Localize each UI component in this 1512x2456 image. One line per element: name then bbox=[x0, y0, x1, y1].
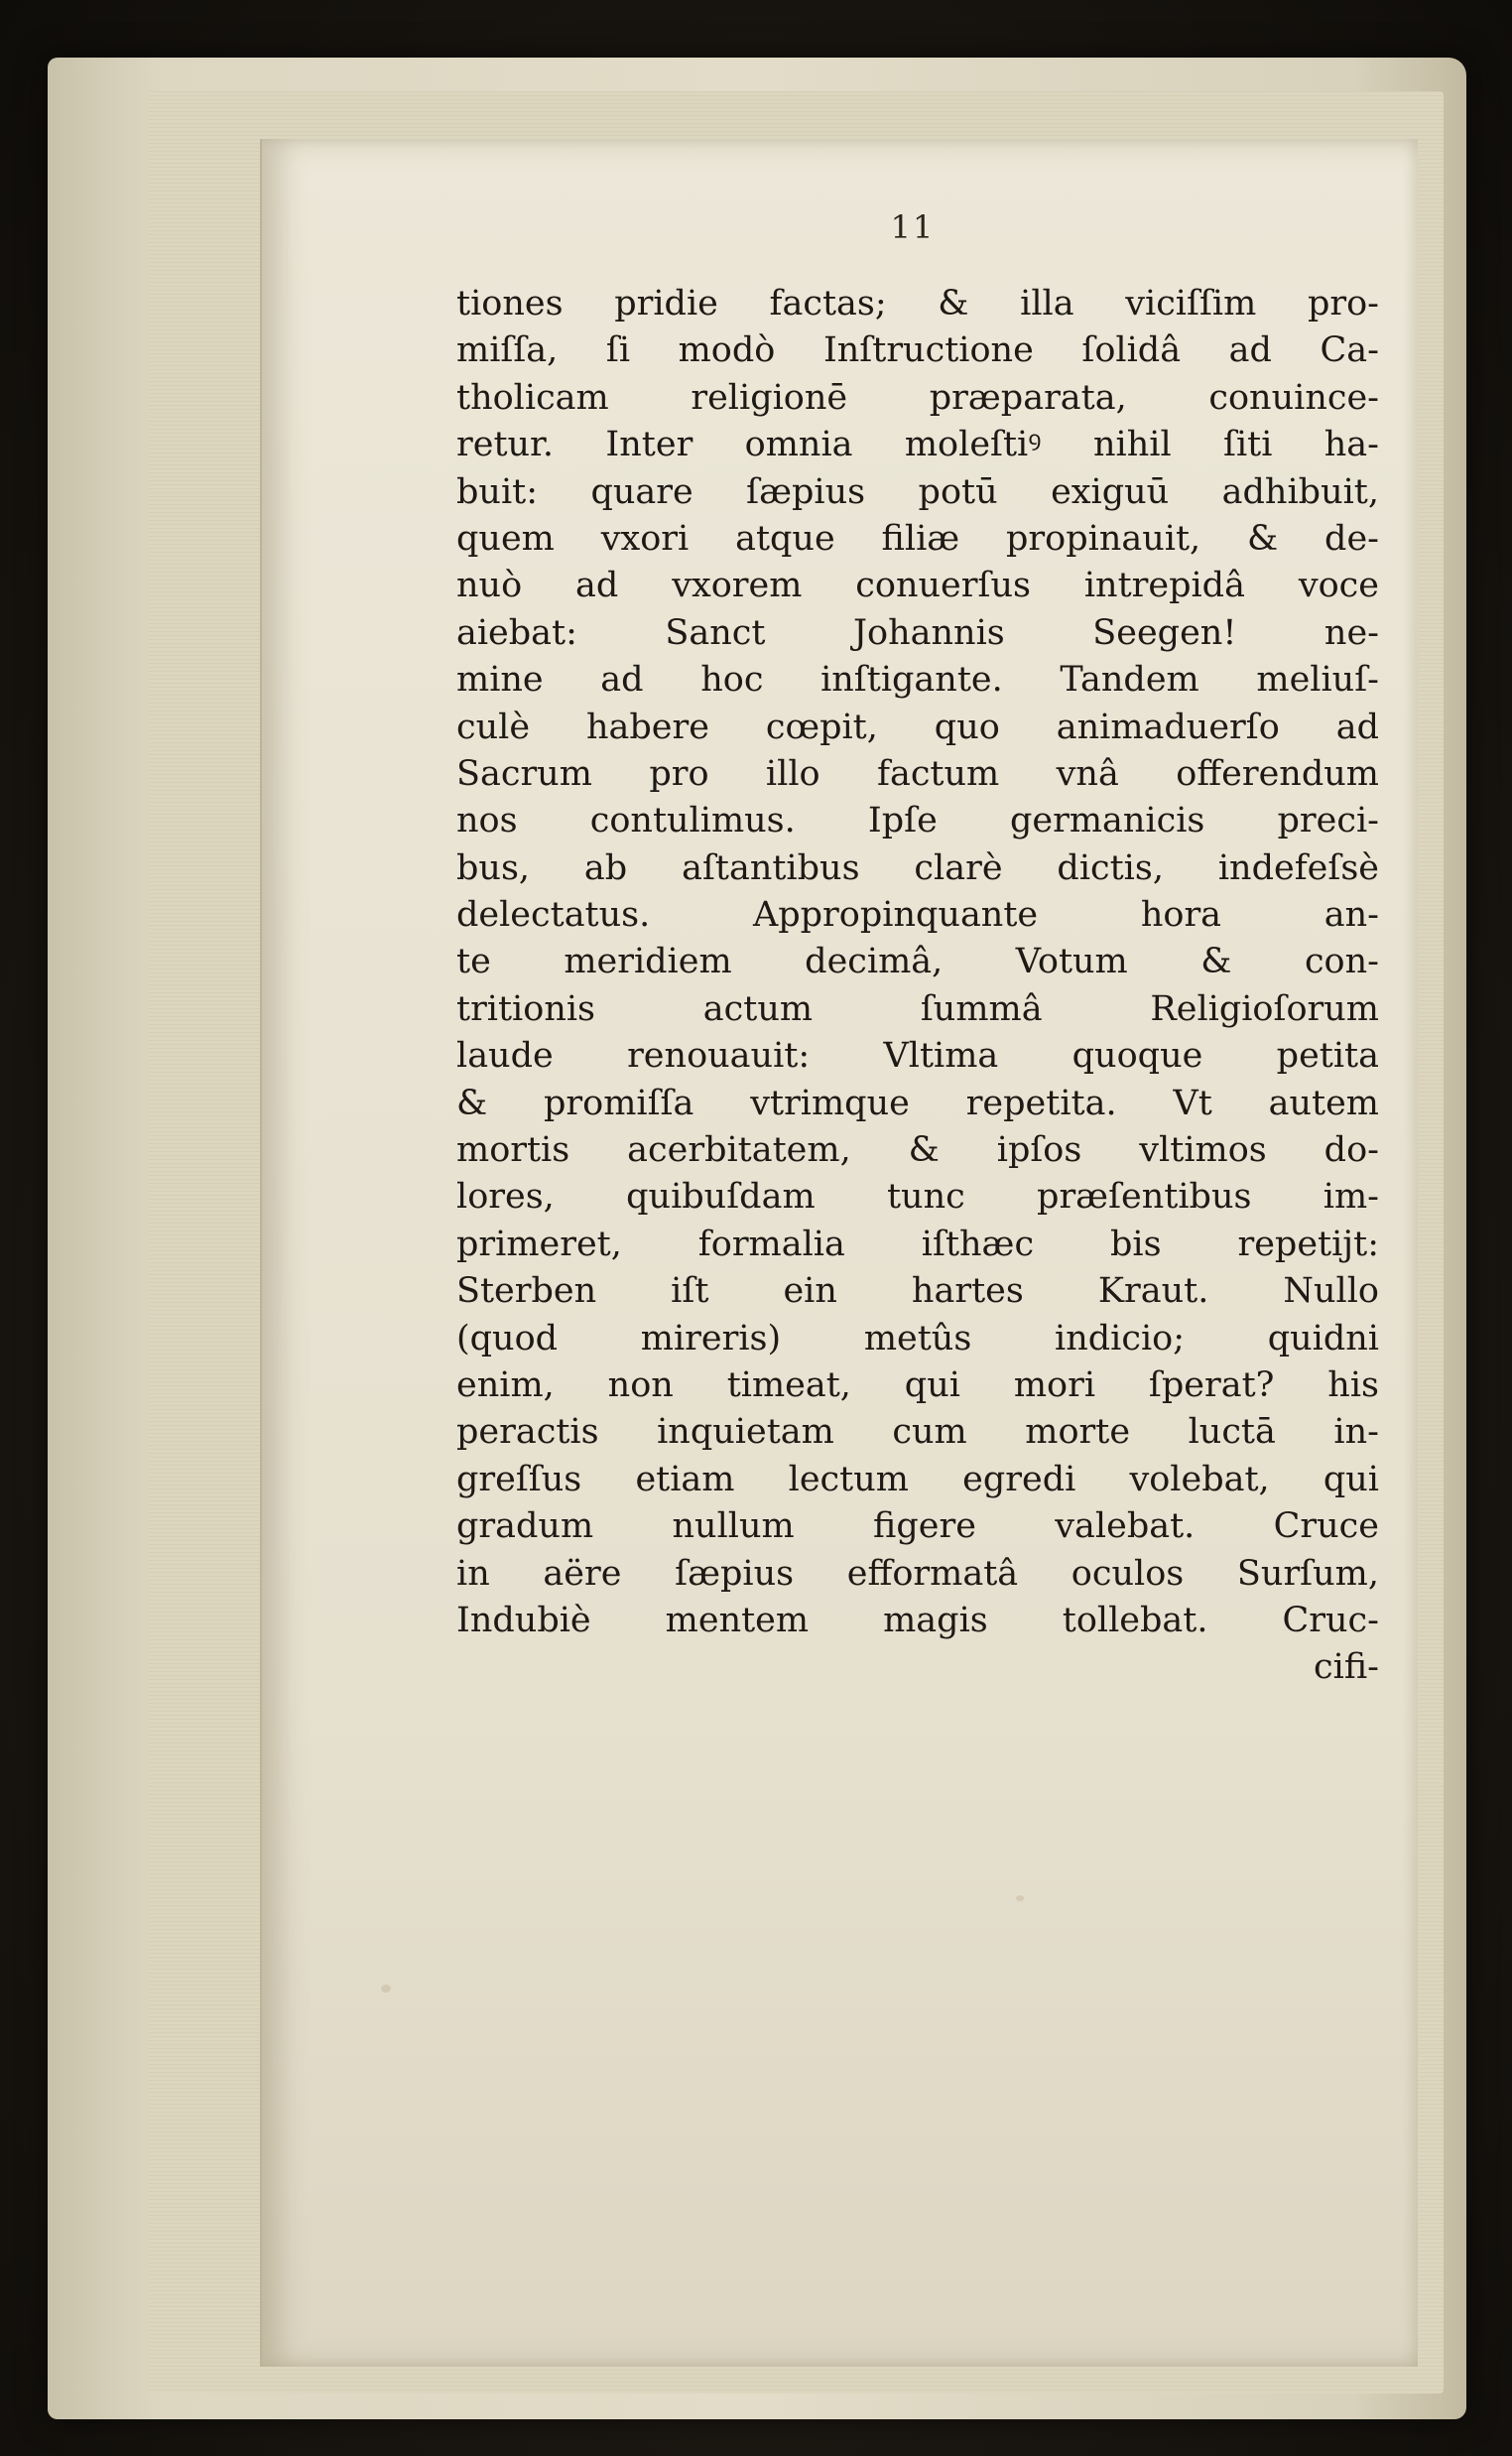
text-line: te meridiem decimâ, Votum & con- bbox=[456, 942, 1379, 982]
text-line: & promiſſa vtrimque repetita. Vt autem bbox=[456, 1083, 1379, 1123]
gutter-line bbox=[260, 139, 262, 2367]
text-line: delectatus. Appropinquante hora an- bbox=[456, 895, 1379, 936]
text-line: lores, quibuſdam tunc præſentibus im- bbox=[456, 1177, 1379, 1218]
foxing-spot bbox=[381, 1985, 391, 1993]
text-line: mine ad hoc inſtigante. Tandem meliuſ- bbox=[456, 660, 1379, 701]
text-line: Sacrum pro illo factum vnâ offerendum bbox=[456, 753, 1379, 794]
text-line: greſſus etiam lectum egredi volebat, qui bbox=[456, 1459, 1379, 1499]
text-line: culè habere cœpit, quo animaduerſo ad bbox=[456, 707, 1379, 747]
text-line: primeret, formalia iſthæc bis repetijt: bbox=[456, 1224, 1379, 1264]
text-line: bus, ab aſtantibus clarè dictis, indefeſsè bbox=[456, 847, 1379, 888]
text-line: mortis acerbitatem, & ipſos vltimos do- bbox=[456, 1130, 1379, 1171]
text-line: in aëre ſæpius efformatâ oculos Surſum, bbox=[456, 1553, 1379, 1594]
catchword: cifi- bbox=[1314, 1647, 1379, 1688]
text-line: gradum nullum figere valebat. Cruce bbox=[456, 1506, 1379, 1547]
text-line: laude renouauit: Vltima quoque petita bbox=[456, 1036, 1379, 1077]
text-line: (quod mireris) metûs indicio; quidni bbox=[456, 1318, 1379, 1358]
body-text bbox=[456, 281, 1379, 1692]
text-line: miſſa, ſi modò Inſtructione ſolidâ ad Ca- bbox=[456, 330, 1379, 371]
text-line: retur. Inter omnia moleſtiꝰ nihil ſiti ha- bbox=[456, 425, 1379, 465]
foxing-spot bbox=[1016, 1895, 1024, 1901]
text-line: enim, non timeat, qui mori ſperat? his bbox=[456, 1364, 1379, 1405]
text-line: nuò ad vxorem conuerſus intrepidâ voce bbox=[456, 566, 1379, 606]
text-line: tiones pridie factas; & illa viciſſim pro- bbox=[456, 284, 1379, 323]
text-line: peractis inquietam cum morte luctā in- bbox=[456, 1412, 1379, 1453]
text-line: nos contulimus. Ipſe germanicis preci- bbox=[456, 801, 1379, 841]
text-line: tholicam religionē præparata, conuince- bbox=[456, 377, 1379, 418]
text-line: buit: quare ſæpius potū exiguū adhibuit, bbox=[456, 471, 1379, 512]
page-number: 11 bbox=[890, 208, 936, 246]
text-line: quem vxori atque filiæ propinauit, & de- bbox=[456, 518, 1379, 559]
text-line: tritionis actum ſummâ Religioſorum bbox=[456, 988, 1379, 1029]
text-line: Sterben iſt ein hartes Kraut. Nullo bbox=[456, 1271, 1379, 1312]
text-line: Indubiè mentem magis tollebat. Cruc- bbox=[456, 1600, 1379, 1640]
text-line: aiebat: Sanct Johannis Seegen! ne- bbox=[456, 612, 1379, 653]
